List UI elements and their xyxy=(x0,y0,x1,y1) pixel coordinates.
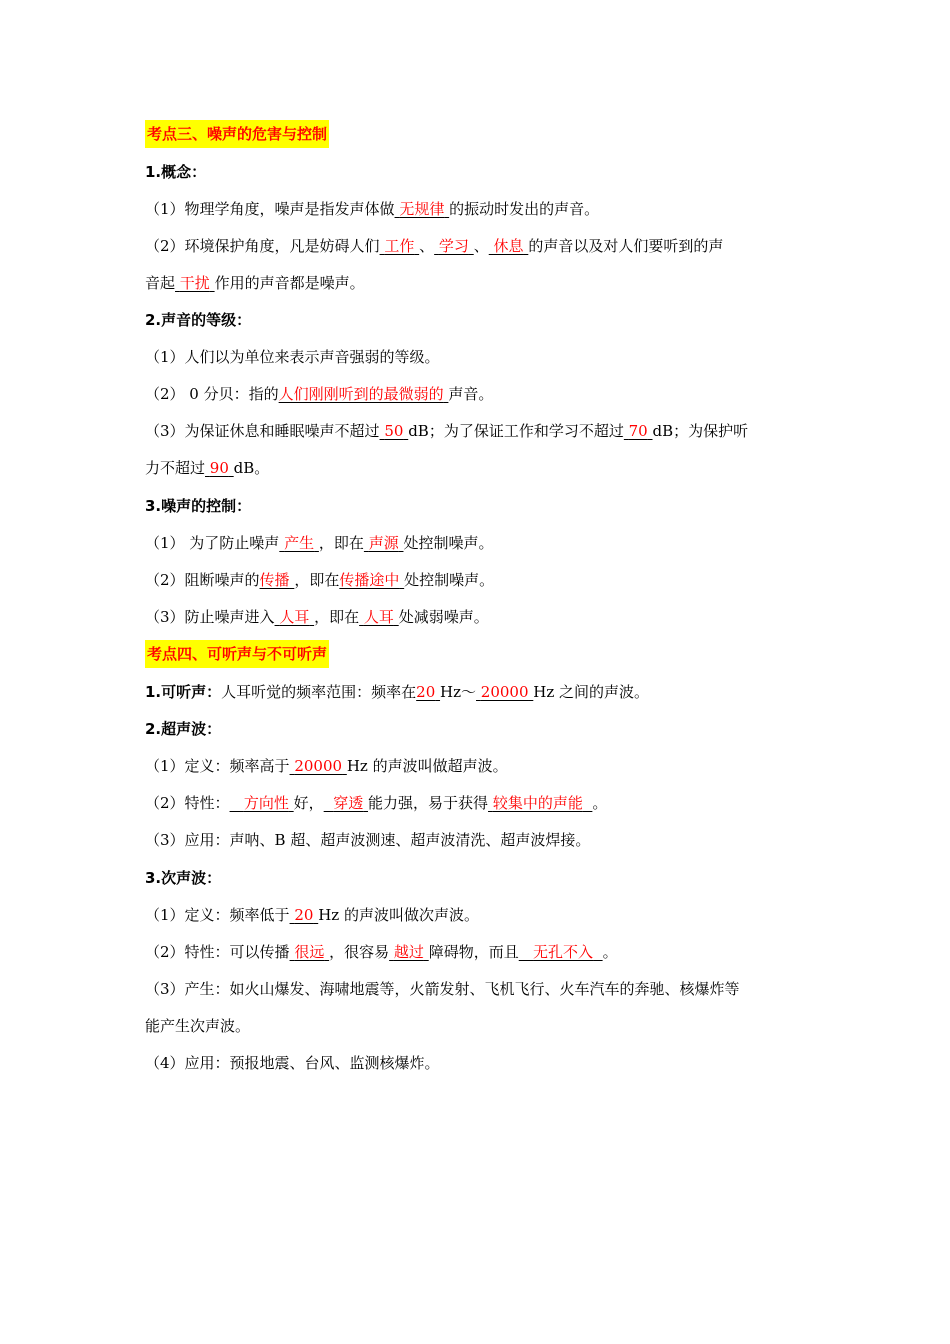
blank-cross: 越过 xyxy=(393,943,424,961)
blank-ear-1: 人耳 xyxy=(279,608,310,626)
blank-rest: 休息 xyxy=(493,237,524,255)
blank-irregular: 无规律 xyxy=(399,200,445,218)
blank-20000hz: 20000 xyxy=(480,683,529,701)
blank-produce: 产生 xyxy=(284,534,315,552)
s4-infrasound-line-2: （2）特性：可以传播 很远 ，很容易 越过 障碍物，而且 无孔不入 。 xyxy=(145,943,618,961)
blank-infra-freq: 20 xyxy=(294,906,314,924)
blank-70db: 70 xyxy=(628,422,648,440)
s3-concept-line-3: 音起 干扰 作用的声音都是噪声。 xyxy=(145,274,365,292)
section-4-title-line xyxy=(145,640,815,668)
section-3-title: 考点三、噪声的危害与控制 xyxy=(145,120,329,148)
s3-concept-line-2: （2）环境保护角度，凡是妨碍人们 工作 、 学习 、 休息 的声音以及对人们要听到的声 xyxy=(145,237,724,255)
s4-infrasound-line-3: （3）产生：如火山爆发、海啸地震等，火箭发射、飞机飞行、火车汽车的奔驰、核爆炸等 xyxy=(145,980,740,998)
blank-concentrated: 较集中的声能 xyxy=(492,794,583,812)
blank-faintest: 人们刚刚听到的最微弱的 xyxy=(278,385,444,403)
blank-source: 声源 xyxy=(368,534,399,552)
blank-90db: 90 xyxy=(209,459,229,477)
s4-ultrasound-line-1: （1）定义：频率高于 20000 Hz 的声波叫做超声波。 xyxy=(145,757,508,775)
blank-propagate: 传播 xyxy=(259,571,290,589)
s3-level-heading: 2.声音的等级： xyxy=(145,311,252,329)
blank-far: 很远 xyxy=(294,943,325,961)
s4-infrasound-line-5: （4）应用：预报地震、台风、监测核爆炸。 xyxy=(145,1054,440,1072)
blank-study: 学习 xyxy=(438,237,469,255)
blank-in-transit: 传播途中 xyxy=(339,571,400,589)
s4-ultrasound-heading: 2.超声波： xyxy=(145,720,222,738)
s4-infrasound-heading: 3.次声波： xyxy=(145,869,222,887)
blank-ultra-freq: 20000 xyxy=(294,757,343,775)
s3-control-heading: 3.噪声的控制： xyxy=(145,497,252,515)
blank-work: 工作 xyxy=(384,237,415,255)
blank-pervasive: 无孔不入 xyxy=(533,943,594,961)
blank-20hz: 20 xyxy=(416,683,436,701)
blank-directivity: 方向性 xyxy=(243,794,289,812)
s3-control-line-3: （3）防止噪声进入 人耳 ，即在 人耳 处减弱噪声。 xyxy=(145,608,489,626)
s4-ultrasound-line-3: （3）应用：声呐、B 超、超声波测速、超声波清洗、超声波焊接。 xyxy=(145,831,591,849)
s4-audible-line: 1.可听声：人耳听觉的频率范围：频率在20 Hz～ 20000 Hz 之间的声波。 xyxy=(145,683,650,701)
s4-ultrasound-line-2: （2）特性： 方向性 好， 穿透 能力强，易于获得 较集中的声能 。 xyxy=(145,794,608,812)
s3-concept-line-1: （1）物理学角度，噪声是指发声体做 无规律 的振动时发出的声音。 xyxy=(145,200,600,218)
s4-infrasound-line-1: （1）定义：频率低于 20 Hz 的声波叫做次声波。 xyxy=(145,906,479,924)
section-4-title: 考点四、可听声与不可听声 xyxy=(145,640,329,668)
blank-50db: 50 xyxy=(384,422,404,440)
s3-level-line-4: 力不超过 90 dB。 xyxy=(145,459,270,477)
s3-control-line-2: （2）阻断噪声的传播 ，即在传播途中 处控制噪声。 xyxy=(145,571,495,589)
s3-level-line-1: （1）人们以为单位来表示声音强弱的等级。 xyxy=(145,348,440,366)
s3-control-line-1: （1） 为了防止噪声 产生 ，即在 声源 处控制噪声。 xyxy=(145,534,494,552)
s3-level-line-3: （3）为保证休息和睡眠噪声不超过 50 dB；为了保证工作和学习不超过 70 dB；为保护听 xyxy=(145,422,749,440)
blank-ear-2: 人耳 xyxy=(363,608,394,626)
s4-infrasound-line-4: 能产生次声波。 xyxy=(145,1017,251,1035)
s3-level-line-2: （2） 0 分贝：指的人们刚刚听到的最微弱的 声音。 xyxy=(145,385,494,403)
blank-interfere: 干扰 xyxy=(179,274,210,292)
s3-concept-heading: 1.概念： xyxy=(145,163,207,181)
blank-penetrate: 穿透 xyxy=(333,794,364,812)
section-3-title-line xyxy=(145,120,815,148)
